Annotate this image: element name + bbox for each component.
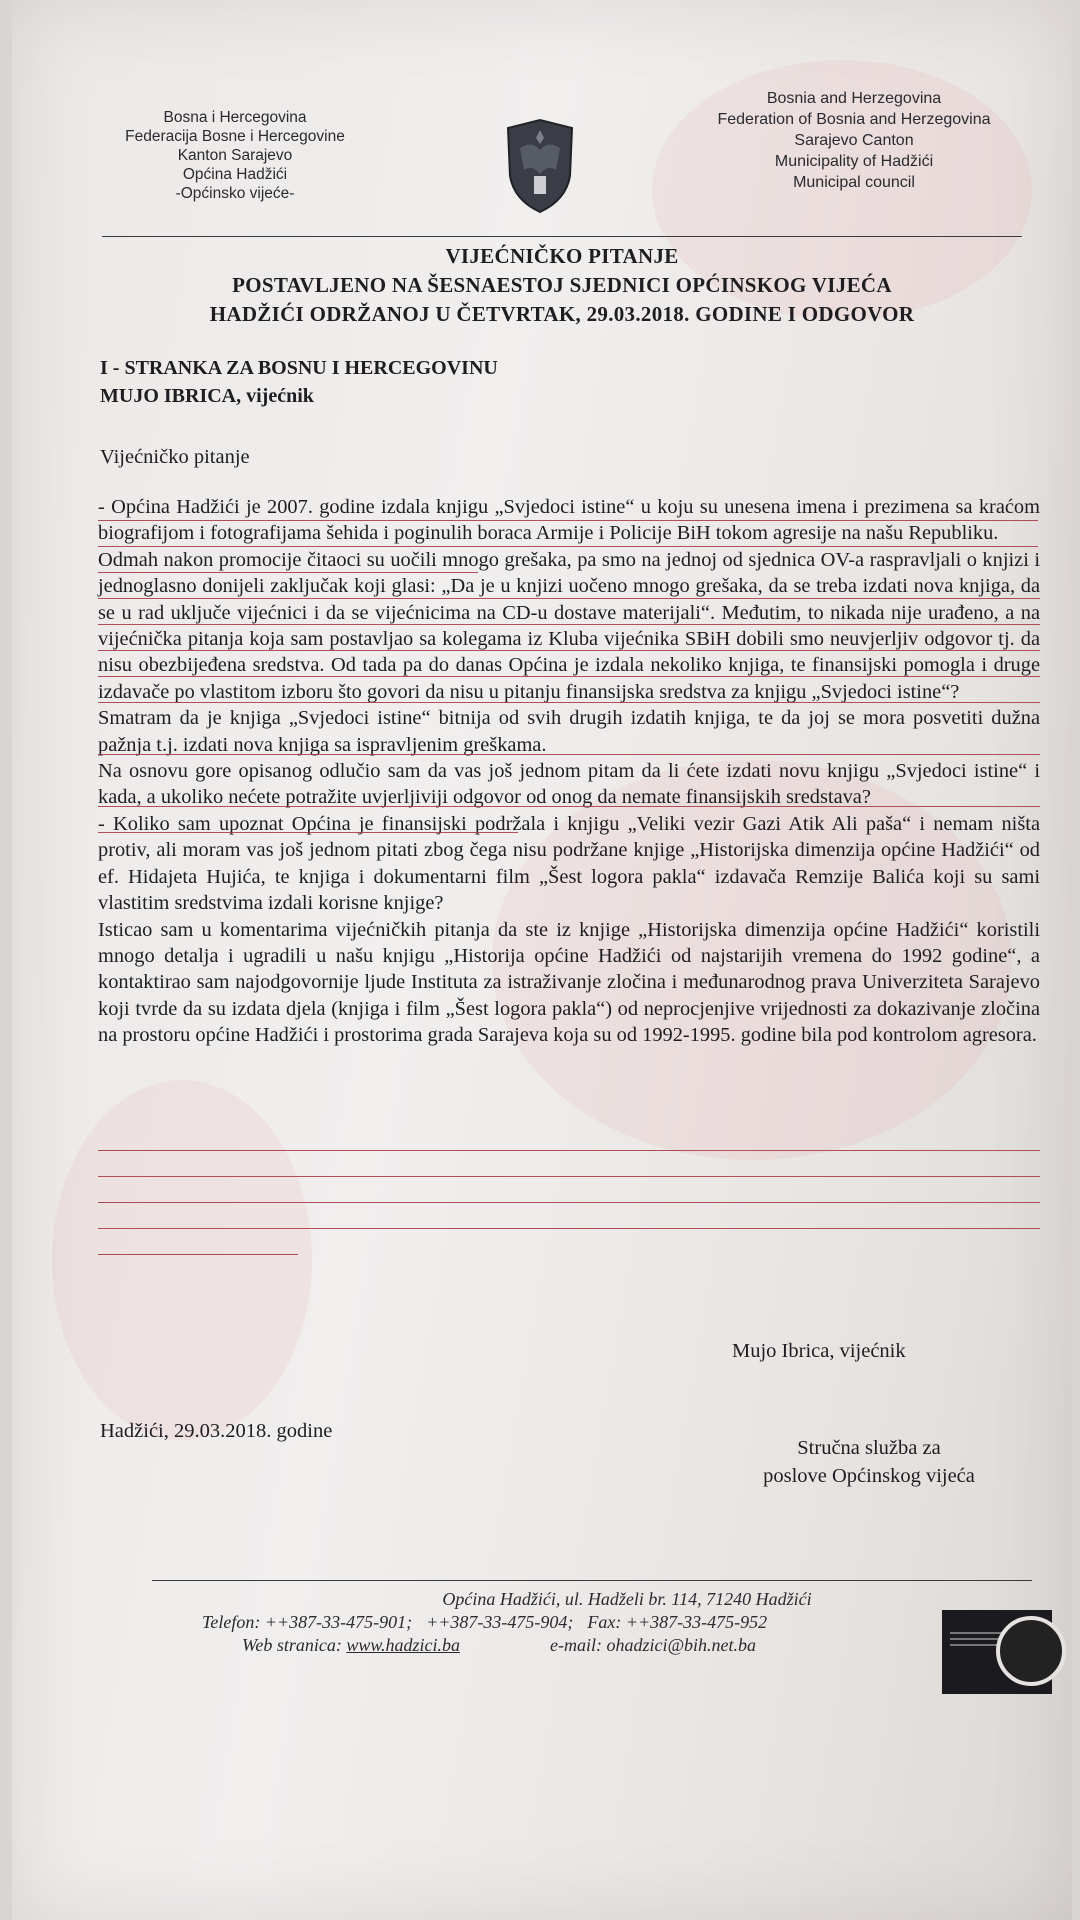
header-left-line: Federacija Bosne i Hercegovine <box>125 128 345 145</box>
footer-phone: ++387-33-475-904; <box>426 1612 574 1632</box>
website-link[interactable]: www.hadzici.ba <box>346 1635 461 1655</box>
handwritten-underline <box>98 1176 1040 1177</box>
title-line: VIJEĆNIČKO PITANJE <box>445 244 679 268</box>
header-left <box>100 108 370 203</box>
service-line: Stručna služba za <box>797 1437 941 1459</box>
title-line: HADŽIĆI ODRŽANOJ U ČETVRTAK, 29.03.2018. GODINE I ODGOVOR <box>209 302 915 326</box>
handwritten-underline <box>98 546 1038 547</box>
footer-phone: Telefon: ++387-33-475-901; <box>202 1612 413 1632</box>
header-left-line: Općina Hadžići <box>182 166 288 183</box>
paragraph: Smatram da je knjiga „Svjedoci istine“ bitnija od svih drugih izdatih knjiga, te da joj se mora posvetiti dužna pažnja t.j. izdati nova knjiga sa ispravljenim greškama. <box>98 707 1040 756</box>
service-line: poslove Općinskog vijeća <box>763 1465 975 1487</box>
footer-divider <box>152 1580 1032 1581</box>
title-line: POSTAVLJENO NA ŠESNAESTOJ SJEDNICI OPĆINSKOG VIJEĆA <box>232 273 892 297</box>
header-right-line: Sarajevo Canton <box>794 132 914 149</box>
handwritten-underline <box>98 520 1038 521</box>
footer-email[interactable]: e-mail: ohadzici@bih.net.ba <box>550 1635 757 1655</box>
handwritten-underline <box>98 754 1040 755</box>
header-right-line: Municipality of Hadžići <box>774 153 934 170</box>
service-block <box>724 1434 1014 1490</box>
header-divider <box>102 236 1022 237</box>
handwritten-underline <box>98 572 478 573</box>
paragraph: Isticao sam u komentarima vijećničkih pitanja da ste iz knjige „Historijska dimenzija općine Hadžići“ koristili mnogo detalja i ugradili u našu knjigu „Historija općine Hadžići od najstarijih vremena do 1992 godine“, a kontaktirao sam najodgovornije ljude Instituta za istraživanje zločina i međunarodnog prava Univerziteta Sarajevo koji tvrde da su izdata djela (knjiga i film „Šest logora pakla“) od neprocjenjive vrijednosti za dokazivanje zločina na prostoru općine Hadžići i prostorima grada Sarajeva koja su od 1992-1995. godine bila pod kontrolom agresora. <box>98 918 1040 1047</box>
handwritten-underline <box>98 1202 1040 1203</box>
handwritten-underline <box>98 806 1040 807</box>
header-left-line: -Općinsko vijeće- <box>175 185 295 202</box>
handwritten-underline <box>98 598 1040 599</box>
header-left-line: Kanton Sarajevo <box>177 147 293 164</box>
document-title <box>112 242 1012 329</box>
paragraph: - Koliko sam upoznat Općina je finansijski podržala i knjigu „Veliki vezir Gazi Atik Ali paša“ i nemam ništa protiv, ali moram vas još jednom pitati zbog čega nisu podržane knjige „Historijska dimenzija općine Hadžići“ od ef. Hidajeta Hujića, te knjiga i dokumentarni film „Šest logora pakla“ izdavača Remzije Balića koji su sami vlastitim sredstvima izdali korisne knjige? <box>98 812 1040 915</box>
footer-fax: Fax: ++387-33-475-952 <box>587 1612 768 1632</box>
footer-web <box>242 1634 460 1657</box>
handwritten-underline <box>98 702 1040 703</box>
header-right-line: Bosnia and Herzegovina <box>766 90 942 107</box>
footer-address: Općina Hadžići, ul. Hadželi br. 114, 71240 Hadžići <box>442 1589 812 1609</box>
handwritten-underline <box>98 1254 298 1255</box>
handwritten-underline <box>98 1228 1040 1229</box>
header-right-line: Municipal council <box>793 174 915 191</box>
paragraph: - Općina Hadžići je 2007. godine izdala knjigu „Svjedoci istine“ u koju su unesena imena i prezimena sa kraćom biografijom i fotografijama šehida i poginulih boraca Armije i Policije BiH tokom agresije na našu Republiku. <box>98 496 1040 545</box>
document-page <box>12 0 1072 1920</box>
header-left-line: Bosna i Hercegovina <box>163 109 307 126</box>
question-body <box>98 494 1040 1049</box>
footer-web-label: Web stranica: <box>242 1635 342 1655</box>
header-right <box>684 88 1024 193</box>
party-name: I - STRANKA ZA BOSNU I HERCEGOVINU <box>100 357 498 379</box>
header-right-line: Federation of Bosnia and Herzegovina <box>717 111 991 128</box>
coat-of-arms-icon <box>500 118 580 214</box>
certification-badge-icon <box>942 1610 1052 1694</box>
document-date: Hadžići, 29.03.2018. godine <box>100 1420 333 1442</box>
handwritten-underline <box>98 624 1040 625</box>
handwritten-underline <box>98 650 1040 651</box>
signature: Mujo Ibrica, vijećnik <box>732 1340 906 1362</box>
paragraph: Odmah nakon promocije čitaoci su uočili mnogo grešaka, pa smo na jednoj od sjednica OV-a raspravljali o knjizi i jednoglasno donijeli zaključak koji glasi: „Da je u knjizi uočeno mnogo grešaka, da se treba izdati nova knjiga, da se u rad uključe vijećnici i da se vijećnicima na CD-u dostave materijali“. Međutim, to nikada nije urađeno, a na vijećnička pitanja koja sam postavljao sa kolegama iz Kluba vijećnika SBiH dobili smo neuvjerljiv odgovor tj. da nisu obezbijeđena sredstva. Od tada pa do danas Općina je izdala nekoliko knjiga, te finansijski pomogla i druge izdavače po vlastitom izboru što govori da nisu u pitanju finansijska sredstva za knjigu „Svjedoci istine“? <box>98 548 1040 703</box>
handwritten-underline <box>98 832 518 833</box>
footer-web-row <box>192 1634 972 1657</box>
handwritten-underline <box>98 676 1040 677</box>
handwritten-underline <box>98 1150 1040 1151</box>
party-block <box>100 354 800 410</box>
footer-contacts <box>192 1611 972 1634</box>
paragraph: Na osnovu gore opisanog odlučio sam da vas još jednom pitam da li ćete izdati novu knjigu „Svjedoci istine“ i kada, a ukoliko nećete potražite uvjerljiviji odgovor od onog da nemate finansijskih sredstava? <box>98 760 1040 809</box>
question-label: Vijećničko pitanje <box>100 446 250 468</box>
party-member: MUJO IBRICA, vijećnik <box>100 385 314 407</box>
footer <box>192 1588 972 1657</box>
